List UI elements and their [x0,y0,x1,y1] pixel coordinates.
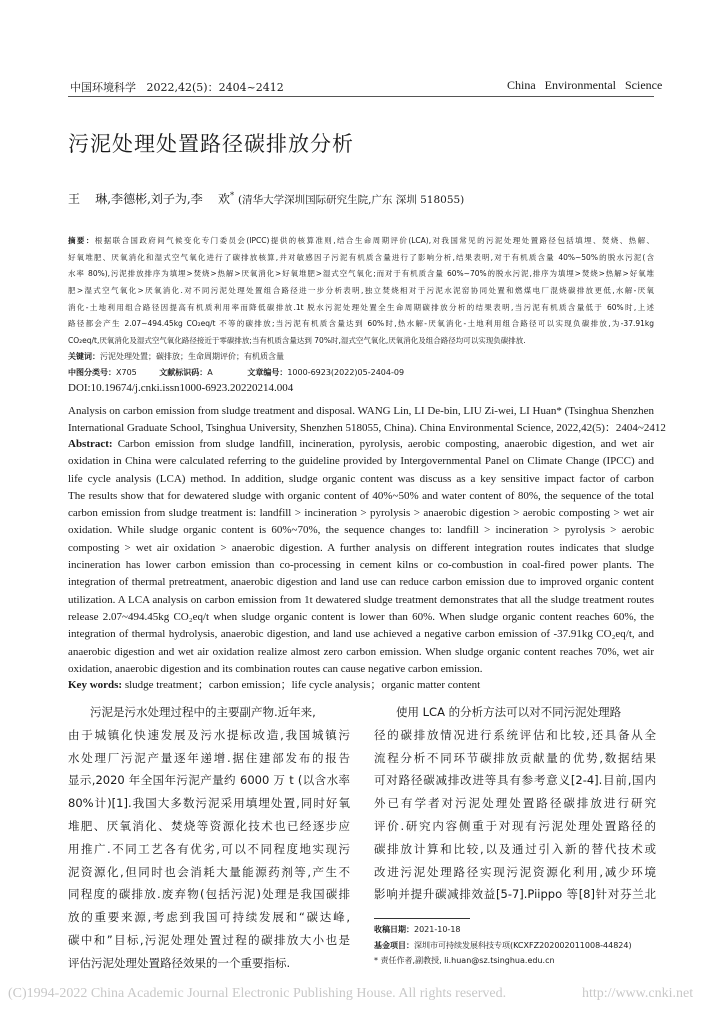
abstract-cn-line: 路径都会产生 2.07~494.45kg CO₂eq/t 不等的碳排放;当污泥有机质含量达到 60%时,热水解-厌氧消化-土地利用组合路径可以实现负碳排放,为-37.91kg [68,319,654,329]
footnote-received: 收稿日期：2021-10-18 [374,925,461,934]
issue-info: 2022,42(5)：2404~2412 [146,81,284,94]
body-paragraph-line: 由于城镇化快速发展及污水提标改造,我国城镇污 [68,727,350,742]
english-reference [68,403,666,437]
body-paragraph-line: 80%计)[1].我国大多数污泥采用填埋处置,同时好氧 [68,796,350,811]
keywords-cn-text: 污泥处理处置；碳排放；生命周期评价；有机质含量 [100,352,284,361]
footnote-corresponding: * 责任作者,副教授, li.huan@sz.tsinghua.edu.cn [374,956,555,965]
abstract-en-line: The results show that for dewatered sludge with organic content of 40%~50% and water content of 80%, the sequence of the total [68,489,654,502]
abstract-en [68,436,654,678]
footnote-rule [374,918,470,919]
abstract-en-line: Abstract: Carbon emission from sludge landfill, incineration, pyrolysis, aerobic composting, anaerobic digestion, and wet air [68,438,654,450]
keywords-en [68,676,480,692]
abstract-cn-line: 水率 80%),污泥排放排序为填埋>焚烧>热解>厌氧消化>好氧堆肥>湿式空气氧化;而对于有机质含量 60%~70%的脱水污泥,排序为填埋>焚烧>热解>好氧堆 [68,269,654,279]
body-paragraph-line: 用推广.不同工艺各有优劣,可以不同程度地实现污 [68,841,350,856]
body-column-left [68,701,350,975]
doi: DOI:10.19674/j.cnki.issn1000-6923.20220214.004 [68,382,294,394]
keywords-en-label: Key words: [68,679,123,691]
abstract-en-line: integration of thermal hydrolysis, anaerobic digestion, and land use achieved a negative carbon emission of -37.91kg CO₂eq/t, and [68,628,654,641]
running-header-journal [70,79,284,95]
clc-number: X705 [116,368,137,377]
body-column-right [374,701,656,906]
body-paragraph-line: 评价.研究内容侧重于对现有污泥处理处置路径的 [374,818,656,833]
body-paragraph-line: 径的碳排放情况进行系统评估和比较,还具备从全 [374,727,656,742]
keywords-cn [68,351,284,362]
copyright-text: (C)1994-2022 China Academic Journal Electronic Publishing House. All rights reserved. [8,986,507,1001]
keywords-en-text: sludge treatment；carbon emission；life cycle analysis；organic matter content [124,679,481,691]
journal-name-en: China Environmental Science [507,78,663,92]
authors-line [68,190,464,207]
author-names: 王 琳,李德彬,刘子为,李 欢 [68,192,230,206]
abstract-cn-line: 消化-土地利用组合路径因提高有机质利用率而降低碳排放.1t 脱水污泥处理处置全生命周期碳排放分析的结果表明,当污泥有机质含量低于 60%时,上述 [68,302,654,312]
journal-name-cn: 中国环境科学 [70,81,136,94]
classification-line: 中图分类号：X705 文献标识码：A 文章编号：1000-6923(2022)05-2404-09 [68,368,405,377]
body-paragraph-line: 水处理厂污泥产量逐年递增.据住建部发布的报告 [68,750,350,765]
abstract-en-line: release 2.07~494.45kg CO₂eq/t when sludge organic content is lower than 60%. When sludge organic content reaches 60%, the [68,610,654,623]
abstract-en-line: life cycle analysis (LCA) method. In addition, sludge organic content was discuss as a key sensitive impact factor of carbon [68,472,654,485]
abstract-en-line: carbon emission from sludge treatment is: landfill > incineration > pyrolysis > anaerobic digestion > aerobic composting > wet air [68,507,654,520]
footnote-fund: 基金项目：深圳市可持续发展科技专项(KCXFZ202002011008-44824) [374,940,632,950]
body-paragraph-line: 污泥是污水处理过程中的主要副产物.近年来, [90,705,316,719]
body-paragraph-line: 可对路径碳减排改进等具有参考意义[2-4].目前,国内 [374,773,656,788]
body-paragraph-line: 堆肥、厌氧消化、焚烧等资源化技术也已经逐步应 [68,818,350,833]
abstract-en-line: composting > wet air oxidation > anaerobic digestion. A further analysis on different integration routes indicates that sludge [68,541,654,554]
body-paragraph-line: 同程度的碳排放.废弃物(包括污泥)处理是我国碳排 [68,887,350,902]
body-paragraph-line: 泥资源化,但同时也会消耗大量能源药剂等,产生不 [68,864,350,879]
abstract-cn-line: CO₂eq/t,厌氧消化及湿式空气氧化路径接近于零碳排放;当有机质含量达到 70%时,湿式空气氧化,厌氧消化及组合路径均可以实现负碳排放. [68,336,526,346]
abstract-en-line: utilization. A LCA analysis on carbon emission from 1t dewatered sludge treatment demonstrates that all the sludge treatment routes [68,593,654,606]
body-paragraph-line: 使用 LCA 的分析方法可以对不同污泥处理路 [396,705,622,719]
body-paragraph-line: 影响并提升碳减排效益[5-7].Piippo 等[8]针对芬兰北 [374,887,656,902]
body-paragraph-line: 放的重要来源,考虑到我国可持续发展和“碳达峰, [68,910,350,925]
cnki-link[interactable]: http://www.cnki.net [582,986,694,1001]
abstract-en-line: anaerobic digestion and wet air oxidation realize almost zero carbon emission. When sludge organic content reaches 70%, wet air [68,645,654,658]
body-paragraph-line: 改进污泥处理路径实现污泥资源化利用,减少环境 [374,864,656,879]
corresponding-mark: * [229,190,235,200]
copyright-watermark [8,986,506,1002]
abstract-cn-line: 肥>湿式空气氧化>厌氧消化.对不同污泥处理处置组合路径进一步分析表明,独立焚烧相对于污泥水泥窑协同处置和燃煤电厂混烧碳排放更低,水解-厌氧 [68,286,654,296]
header-rule [68,96,654,97]
article-number: 1000-6923(2022)05-2404-09 [287,368,405,377]
abstract-en-line: oxidation in China were calculated referring to the guideline provided by Intergovernmental Panel on Climate Change (IPCC) and [68,455,654,468]
body-paragraph-line: 碳中和”目标,污泥处理处置过程的碳排放大小也是 [68,932,350,947]
document-code: A [207,368,213,377]
body-paragraph-line: 显示,2020 年全国年污泥产量约 6000 万 t (以含水率 [68,773,350,788]
body-paragraph-line: 评估污泥处理处置路径效果的一个重要指标. [68,955,291,970]
abstract-en-label: Abstract: [68,438,113,450]
abstract-cn-label: 摘要： [68,236,95,245]
footnotes [374,922,656,969]
abstract-cn [68,233,654,350]
english-reference-line: International Graduate School, Tsinghua University, Shenzhen 518055, China). China Environmental Science, 2022,42(5)：2404~2412 [68,422,666,434]
affiliation: (清华大学深圳国际研究生院,广东 深圳 518055) [237,194,465,206]
abstract-cn-line: 摘要：根据联合国政府间气候变化专门委员会(IPCC)提供的核算准则,结合生命周期评价(LCA),对我国常见的污泥处理处置路径包括填埋、焚烧、热解、 [68,236,654,245]
body-paragraph-line: 外已有学者对污泥处理处置路径碳排放进行研究 [374,796,656,811]
abstract-en-line: incineration has lower carbon emission than co-processing in cement kilns or co-combustion in coal-fired power plants. The [68,559,654,572]
abstract-cn-line: 好氧堆肥、厌氧消化和湿式空气氧化进行了碳排放核算,并对敏感因子污泥有机质含量进行了影响分析,结果表明,对于有机质含量 40%~50%的脱水污泥(含 [68,252,654,262]
abstract-en-line: oxidation. While sludge organic content is 60%~70%, the sequence changes to: landfill > incineration > pyrolysis > aerobic [68,524,654,537]
article-title: 污泥处理处置路径碳排放分析 [68,132,354,156]
abstract-en-line: oxidation, anaerobic digestion and its combination routes can cause negative carbon emission. [68,662,483,675]
abstract-en-line: integration of thermal pretreatment, anaerobic digestion and land use can reduce carbon emission due to improved organic content [68,576,654,589]
keywords-cn-label: 关键词： [68,352,100,361]
english-reference-line: Analysis on carbon emission from sludge treatment and disposal. WANG Lin, LI De-bin, LIU Zi-wei, LI Huan* (Tsinghua Shenzhen [68,405,654,417]
body-paragraph-line: 碳排放计算和比较,以及通过引入新的替代技术或 [374,841,656,856]
body-paragraph-line: 流程分析不同环节碳排放贡献量的优势,数据结果 [374,750,656,765]
